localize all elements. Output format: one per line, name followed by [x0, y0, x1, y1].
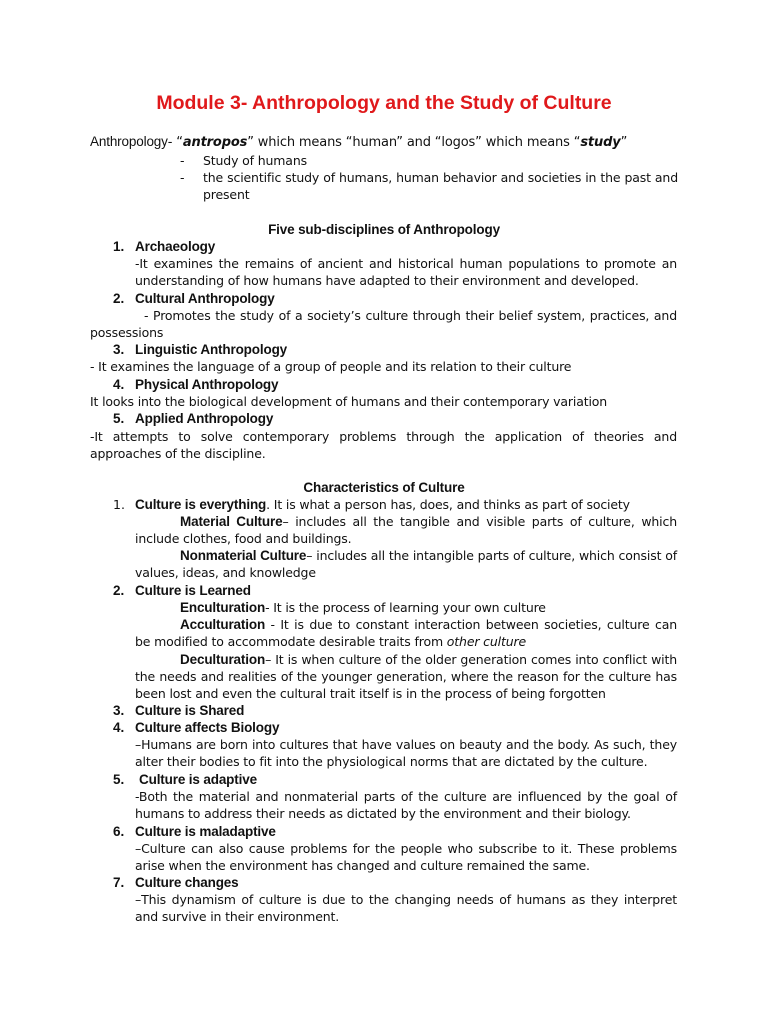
characteristic-desc: -Both the material and nonmaterial parts of the culture are influenced by the goal of humans to address their needs as dictated by the environment and their biology. [135, 789, 677, 821]
definition-bullet: the scientific study of humans, human behavior and societies in the past and present [203, 170, 678, 202]
characteristic-name: Culture affects Biology [135, 720, 280, 735]
page-title: Module 3- Anthropology and the Study of Culture [156, 92, 612, 114]
subdiscipline-name: Cultural Anthropology [135, 291, 275, 306]
characteristic-name: Culture is maladaptive [135, 824, 276, 839]
list-number: 4. [113, 720, 125, 735]
enculturation-text: - It is the process of learning your own culture [265, 600, 546, 615]
characteristic-text: . It is what a person has, does, and thinks as part of society [266, 497, 630, 512]
subdiscipline-desc: It looks into the biological development of humans and their contemporary variation [90, 394, 608, 409]
material-culture-text: – includes all the tangible and visible parts of culture, which include clothes, food and buildings. [135, 514, 677, 546]
subdiscipline-name: Applied Anthropology [135, 411, 274, 426]
list-number: 3. [113, 342, 125, 357]
subdiscipline-name: Linguistic Anthropology [135, 342, 288, 357]
list-number: 3. [113, 703, 125, 718]
list-number: 5. [113, 772, 125, 787]
characteristic-1 [135, 496, 630, 513]
list-number: 4. [113, 377, 125, 392]
list-number: 1. [113, 239, 125, 254]
characteristics-heading: Characteristics of Culture [303, 480, 465, 495]
study-word: study [580, 135, 621, 150]
characteristic-name: Culture is adaptive [139, 772, 257, 787]
anthropology-definition [90, 133, 627, 151]
definition-term: Anthropology [90, 134, 168, 149]
acculturation-paragraph [135, 616, 677, 650]
subdiscipline-name: Physical Anthropology [135, 377, 279, 392]
list-number: 6. [113, 824, 125, 839]
nonmaterial-culture-text: – includes all the intangible parts of culture, which consist of values, ideas, and knowledge [135, 548, 677, 580]
definition-text-3: ” [620, 135, 628, 150]
deculturation-paragraph [135, 651, 677, 702]
subdiscipline-desc: -It attempts to solve contemporary problems through the application of theories and approaches of the discipline. [90, 429, 677, 461]
list-number: 2. [113, 291, 125, 306]
characteristic-name: Culture changes [135, 875, 239, 890]
acculturation-italic: other culture [446, 634, 527, 649]
characteristic-desc: –Culture can also cause problems for the people who subscribe to it. These problems arise when the environment has changed and culture remained the same. [135, 841, 677, 873]
definition-text-2: ” which means “human” and “logos” which means “ [247, 135, 581, 150]
definition-bullet: Study of humans [203, 153, 307, 168]
subdiscipline-desc: -It examines the remains of ancient and historical human populations to promote an understanding of how humans have adapted to their environment and developed. [135, 256, 677, 288]
list-number: 7. [113, 875, 125, 890]
material-culture-term: Material Culture [180, 514, 283, 529]
characteristic-name: Culture is Shared [135, 703, 245, 718]
list-number: 1. [113, 497, 125, 512]
list-number: 2. [113, 583, 125, 598]
characteristic-name: Culture is Learned [135, 583, 251, 598]
subdiscipline-name: Archaeology [135, 239, 216, 254]
acculturation-text: - It is due to constant interaction between societies, culture can be modified to accommodate desirable traits from [135, 617, 677, 649]
acculturation-term: Acculturation [180, 617, 266, 632]
list-number: 5. [113, 411, 125, 426]
nonmaterial-culture-term: Nonmaterial Culture [180, 548, 307, 563]
subdisciplines-heading: Five sub-disciplines of Anthropology [268, 222, 500, 237]
antropos-word: antropos [182, 135, 248, 150]
deculturation-term: Deculturation [180, 652, 266, 667]
enculturation-paragraph [180, 599, 546, 616]
characteristic-desc: –Humans are born into cultures that have values on beauty and the body. As such, they alter their bodies to fit into the physiological norms that are dictated by the culture. [135, 737, 677, 769]
nonmaterial-culture-paragraph [135, 547, 677, 581]
bullet-dash: - [180, 170, 185, 185]
subdiscipline-desc: - It examines the language of a group of people and its relation to their culture [90, 359, 572, 374]
deculturation-text: – It is when culture of the older generation comes into conflict with the needs and realities of the younger generation, where the reason for the culture has been lost and even the cultural trait itself is in the process of being forgotten [135, 652, 677, 701]
characteristic-desc: –This dynamism of culture is due to the changing needs of humans as they interpret and survive in their environment. [135, 892, 677, 924]
subdiscipline-desc: - Promotes the study of a society’s culture through their belief system, practices, and possessions [90, 308, 677, 340]
definition-text-1: - “ [167, 135, 183, 150]
bullet-dash: - [180, 153, 185, 168]
characteristic-name: Culture is everything [135, 497, 267, 512]
enculturation-term: Enculturation [180, 600, 266, 615]
material-culture-paragraph [135, 513, 677, 547]
